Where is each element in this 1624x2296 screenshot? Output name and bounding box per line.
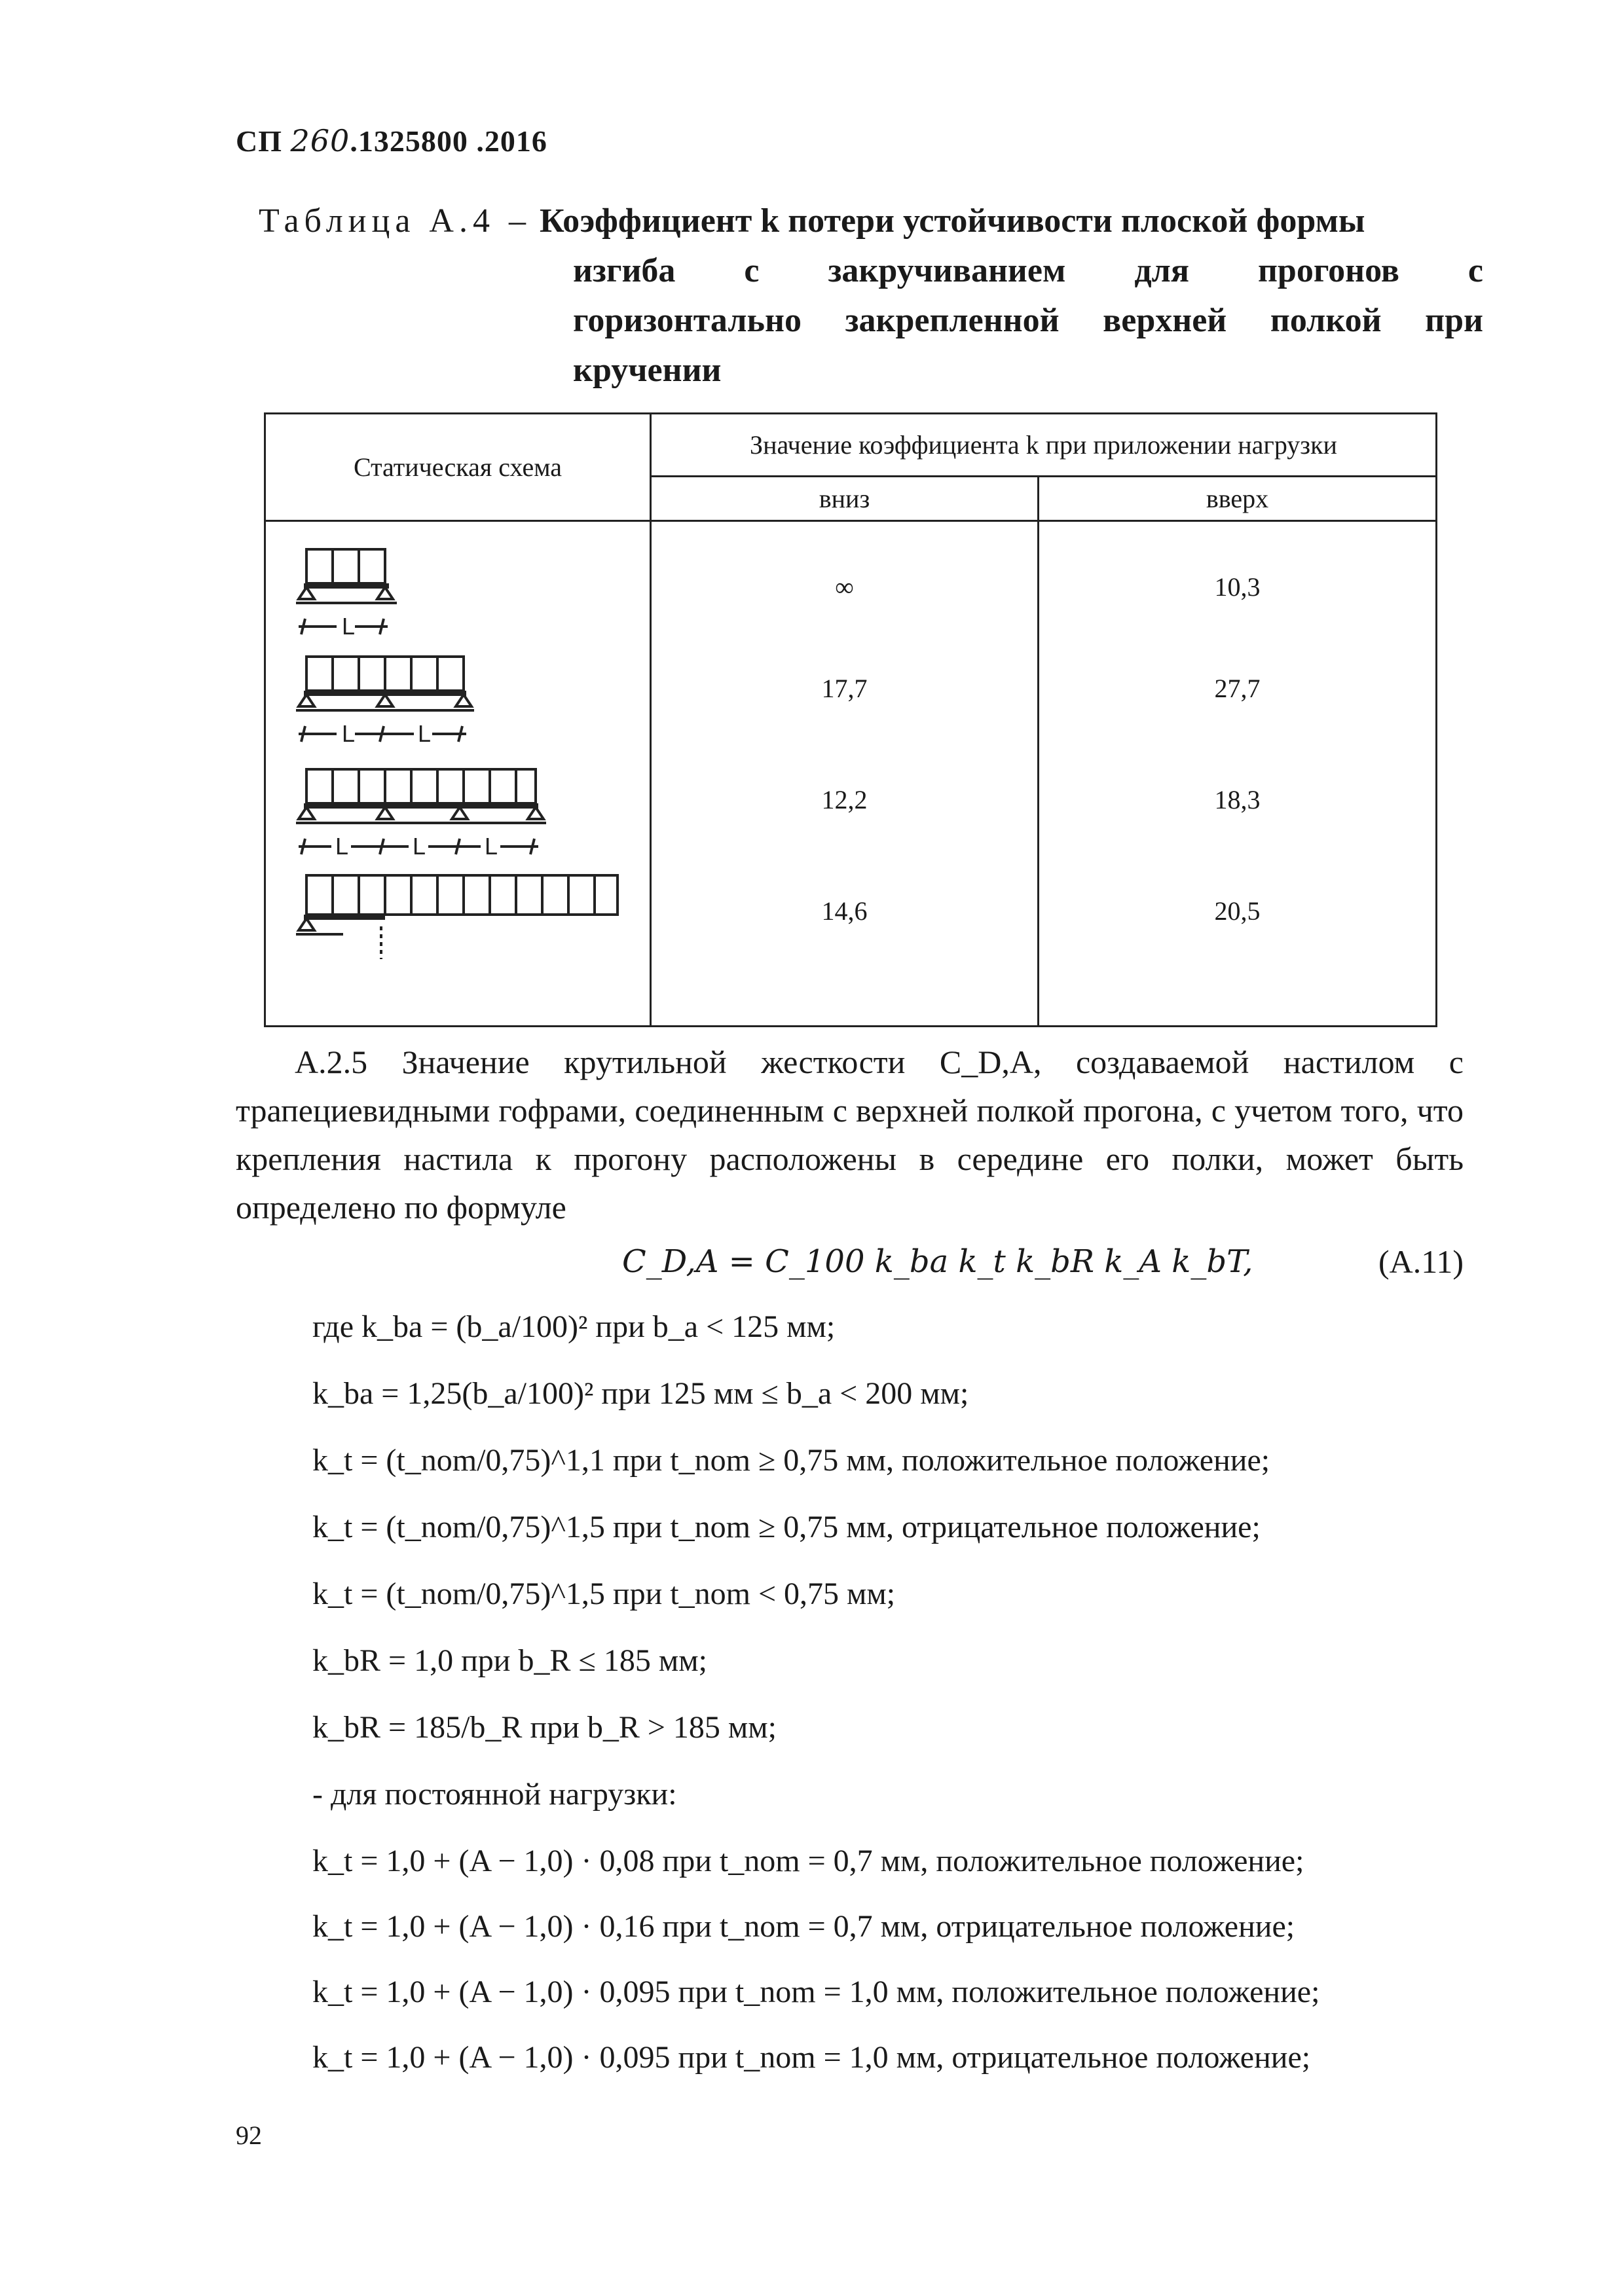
scheme-multi-span [296,875,618,959]
table-caption-title-line3: горизонтально закрепленной верхней полкой при [573,302,1483,339]
value-up-row2: 27,7 [1214,674,1261,703]
condition-line: k_bR = 1,0 при b_R ≤ 185 мм; [312,1643,707,1678]
formula-line [236,1237,1464,1290]
value-down-row3: 12,2 [821,785,868,814]
condition-line: k_bR = 185/b_R при b_R > 185 мм; [312,1710,777,1745]
header-prefix: СП [236,124,282,158]
span-label: L [413,833,426,860]
static-schemes-diagram [266,522,648,1026]
value-up-row4: 20,5 [1214,896,1261,926]
condition-line: k_t = (t_nom/0,75)^1,5 при t_nom < 0,75 мм; [312,1576,896,1611]
value-down-row1: ∞ [835,572,854,602]
condition-line: k_t = 1,0 + (A − 1,0) · 0,08 при t_nom = 0,7 мм, положительное положение; [312,1844,1304,1878]
formula-number: (А.11) [1378,1243,1464,1280]
header-up: вверх [1039,477,1437,521]
table-caption-title-line4: кручении [573,352,722,389]
page-number: 92 [236,2121,262,2150]
table-caption-title-line1: Коэффициент k потери устойчивости плоской формы [539,202,1365,240]
table-caption [259,196,1483,395]
values-down-column [651,521,1039,1027]
value-down-row2: 17,7 [821,674,868,703]
header-down: вниз [651,477,1039,521]
condition-line: k_ba = 1,25(b_a/100)² при 125 мм ≤ b_a < 200 мм; [312,1376,969,1411]
table-caption-title-line2: изгиба с закручиванием для прогонов с [573,252,1483,289]
condition-line: где k_ba = (b_a/100)² при b_a < 125 мм; [312,1309,836,1344]
condition-line: - для постоянной нагрузки: [312,1777,677,1812]
span-label: L [485,833,498,860]
header-static-scheme: Статическая схема [265,414,651,521]
header-coefficient-value: Значение коэффициента k при приложении нагрузки [651,414,1437,477]
header-handwritten-number: 260 [290,123,350,158]
value-down-row4: 14,6 [821,896,868,926]
header-code: .1325800 .2016 [350,124,547,158]
paragraph-text: А.2.5 Значение крутильной жесткости C_D,A, создаваемой настилом с трапециевидными гофрами, соединенным с верхней полкой прогона, с учетом того, что крепления настила к прогону расположены в середине его полки, может быть определено по формуле [236,1044,1464,1226]
condition-line: k_t = 1,0 + (A − 1,0) · 0,095 при t_nom = 1,0 мм, положительное положение; [312,1975,1320,2009]
span-label: L [342,613,356,640]
span-label: L [342,720,356,747]
section-paragraph [236,1038,1464,1231]
span-label: L [418,720,432,747]
condition-line: k_t = (t_nom/0,75)^1,5 при t_nom ≥ 0,75 мм, отрицательное положение; [312,1510,1261,1544]
span-label: L [335,833,349,860]
condition-line: k_t = 1,0 + (A − 1,0) · 0,16 при t_nom = 0,7 мм, отрицательное положение; [312,1909,1295,1944]
value-up-row3: 18,3 [1214,785,1261,814]
coefficient-table [264,412,1437,1027]
document-header [236,123,547,158]
condition-line: k_t = (t_nom/0,75)^1,1 при t_nom ≥ 0,75 мм, положительное положение; [312,1443,1270,1478]
values-up-column [1039,521,1437,1027]
formula-expression: C_D,A = C_100 k_ba k_t k_bR k_A k_bT, [622,1243,1253,1280]
condition-line: k_t = 1,0 + (A − 1,0) · 0,095 при t_nom = 1,0 мм, отрицательное положение; [312,2040,1311,2075]
static-schemes-cell [265,521,651,1027]
scheme-two-span [296,657,474,742]
value-up-row1: 10,3 [1214,572,1261,602]
table-caption-label: Таблица А.4 – [259,202,531,240]
